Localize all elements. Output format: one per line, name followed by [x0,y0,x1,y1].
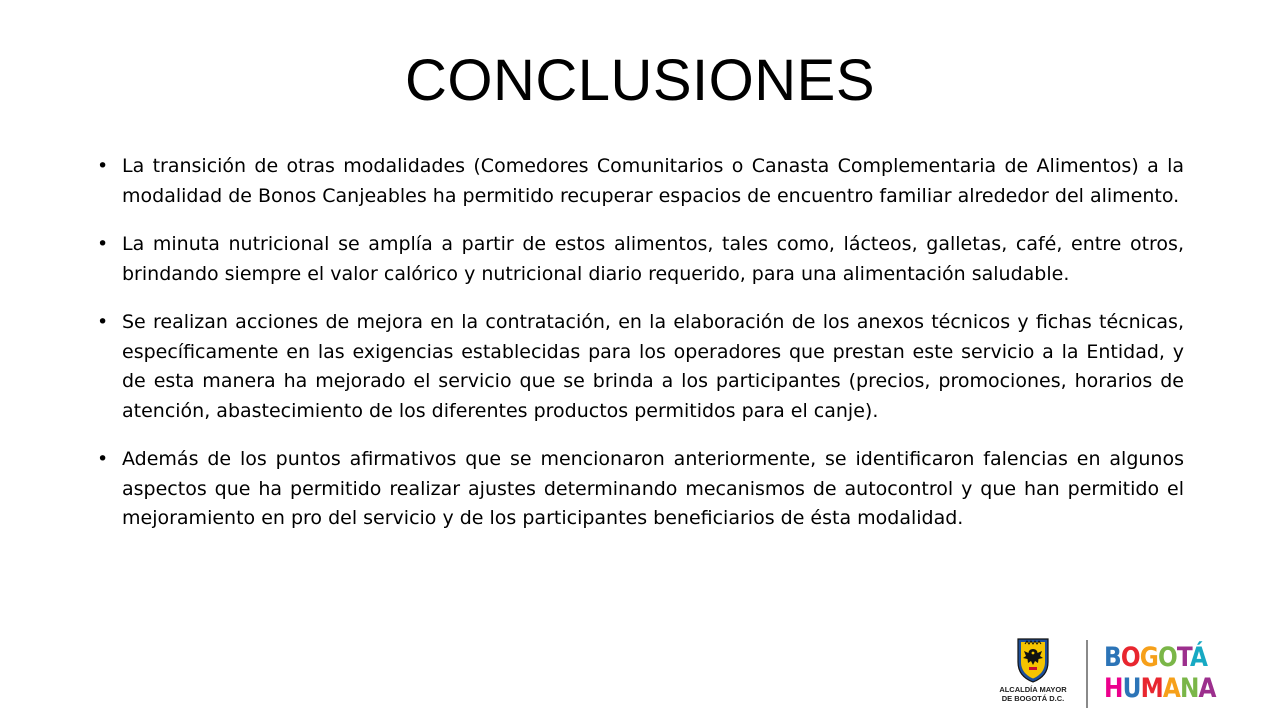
wordmark-letter: O [1120,642,1140,673]
footer-logos [990,636,1230,712]
logo-divider [1086,640,1088,708]
wordmark-letter: O [1157,642,1177,673]
bullet-dot: • [97,311,109,333]
bogota-humana-logo [1104,642,1228,708]
bullet-text: La minuta nutricional se amplía a partir de estos alimentos, tales como, lácteos, galletas, café, entre otros, brindando siempre el valor calórico y nutricional diario requerido, para una alimentación saludable. [122,233,1184,285]
alcaldia-logo [990,636,1076,712]
bullet-dot: • [97,448,109,470]
bogota-coat-of-arms-icon [1015,636,1051,684]
bullet-dot: • [97,233,109,255]
wordmark-letter: Á [1190,642,1208,673]
bullet-text: Además de los puntos afirmativos que se mencionaron anteriormente, se identificaron falencias en algunos aspectos que ha permitido realizar ajustes determinando mecanismos de autocontrol y que han permitido el mejoramiento en pro del servicio y de los participantes beneficiarios de ésta modalidad. [122,448,1184,529]
alcaldia-line-1: ALCALDÍA MAYOR [999,685,1067,694]
wordmark-letter: M [1140,673,1163,704]
alcaldia-line-2: DE BOGOTÁ D.C. [1001,694,1065,703]
bullet-item [96,308,1184,426]
bullet-text: Se realizan acciones de mejora en la contratación, en la elaboración de los anexos técnicos y fichas técnicas, específicamente en las exigencias establecidas para los operadores que prestan este servicio a la Entidad, y de esta manera ha mejorado el servicio que se brinda a los participantes (precios, promociones, horarios de atención, abastecimiento de los diferentes productos permitidos para el canje). [122,311,1184,422]
wordmark-letter: N [1179,673,1199,704]
wordmark-line-1 [1104,642,1211,673]
bullet-text: La transición de otras modalidades (Comedores Comunitarios o Canasta Complementaria de Alimentos) a la modalidad de Bonos Canjeables ha permitido recuperar espacios de encuentro familiar alrededor del alimento. [122,155,1184,207]
wordmark-letter: B [1104,642,1121,673]
wordmark-letter: T [1176,642,1190,673]
wordmark-line-2 [1104,673,1216,704]
wordmark-letter: A [1162,673,1180,704]
slide-title: CONCLUSIONES [404,48,876,113]
wordmark-letter: H [1104,673,1123,704]
wordmark-letter: U [1122,673,1141,704]
alcaldia-label [990,685,1076,703]
wordmark-letter: A [1198,673,1216,704]
bullet-item [96,152,1184,211]
wordmark-letter: G [1139,642,1158,673]
conclusions-list [96,152,1184,553]
bullet-item [96,230,1184,289]
bullet-dot: • [97,155,109,177]
bullet-item [96,445,1184,534]
